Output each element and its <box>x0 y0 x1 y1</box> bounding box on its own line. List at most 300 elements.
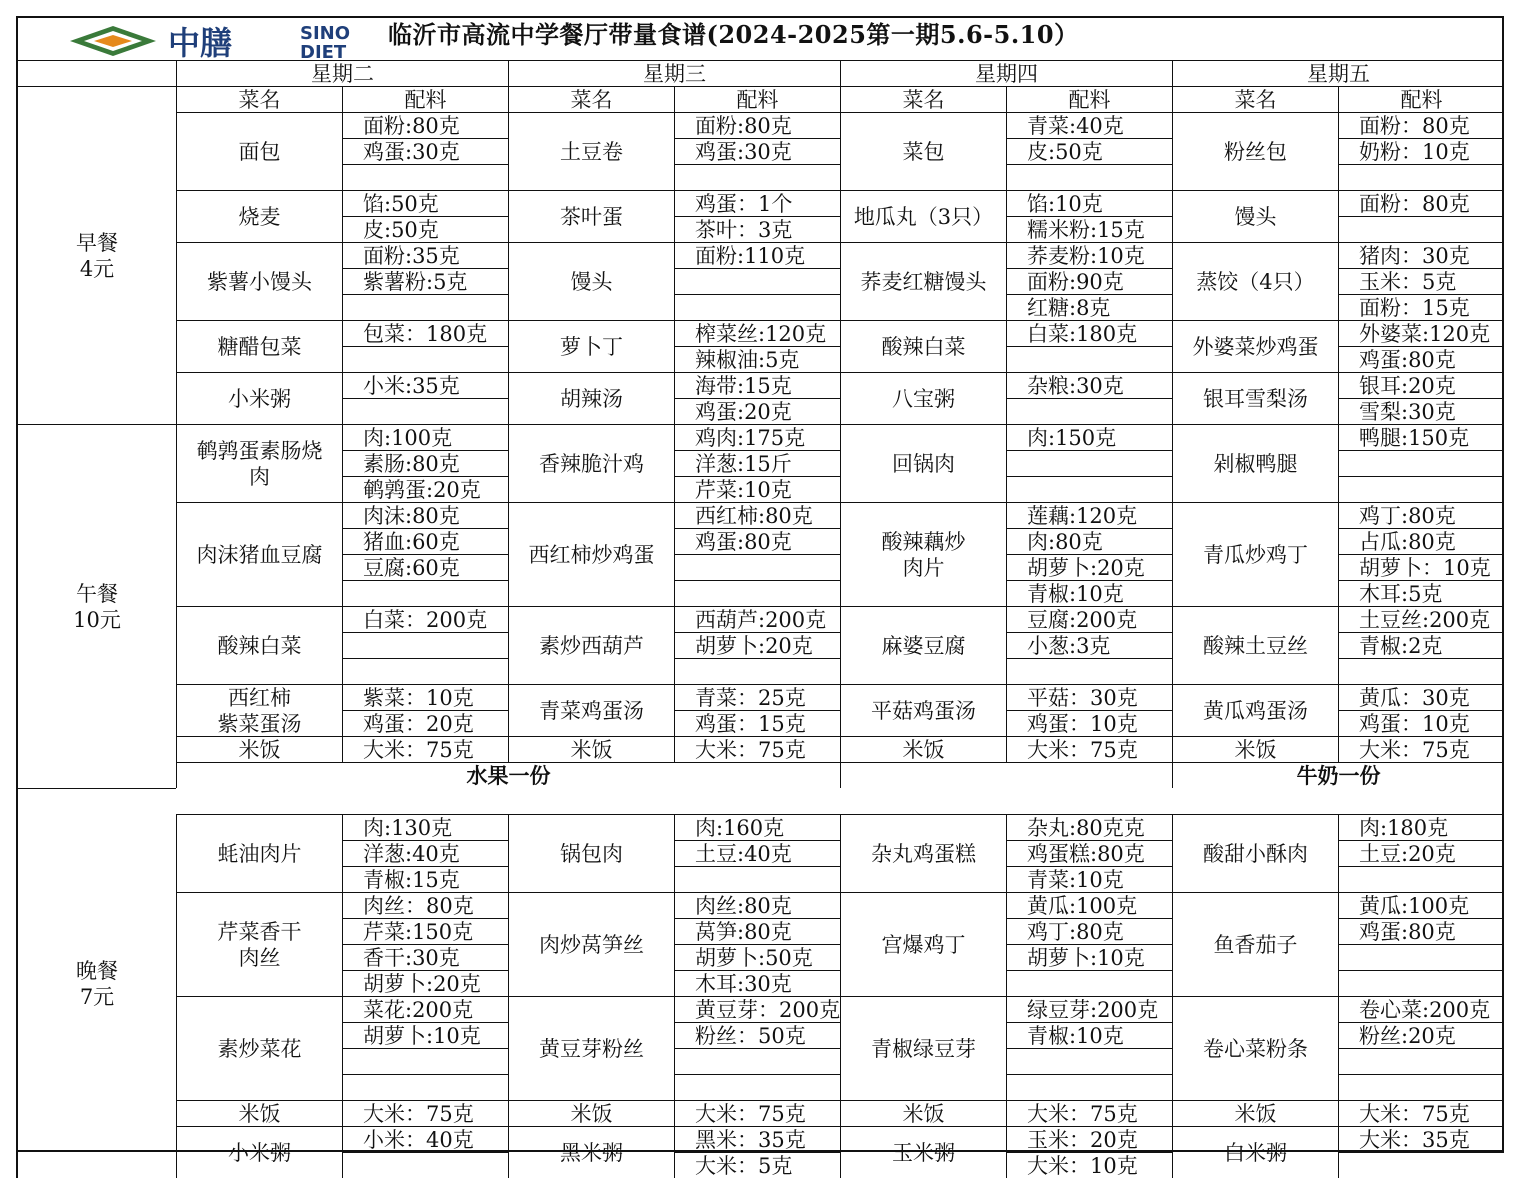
ingredient-text: 土豆:40克 <box>695 841 792 867</box>
ingredient-cell <box>1338 502 1504 528</box>
dish-name-cell <box>508 996 674 1100</box>
ingredient-text: 胡萝卜:20克 <box>1027 555 1145 581</box>
dish-name-cell <box>176 372 342 424</box>
ingredient-cell <box>1338 840 1504 866</box>
ingredient-text: 鸡蛋:80克 <box>1359 919 1456 945</box>
ingredient-text: 土豆:20克 <box>1359 841 1456 867</box>
dish-name-cell <box>840 190 1006 242</box>
ingredient-text: 鸡蛋:30克 <box>695 139 792 165</box>
dish-name-cell <box>840 1126 1006 1178</box>
logo-en-bottom: DIET <box>300 42 347 60</box>
ingredient-text: 洋葱:40克 <box>363 841 460 867</box>
ingredient-cell <box>1006 918 1172 944</box>
ingredient-cell <box>674 892 840 918</box>
ingredient-cell <box>674 840 840 866</box>
dish-name: 粉丝包 <box>1224 139 1287 165</box>
ingredient-text: 肉:130克 <box>363 815 452 841</box>
ingredient-cell <box>342 528 508 554</box>
ingredient-cell <box>342 736 508 762</box>
ingredient-text: 面粉:80克 <box>363 113 460 139</box>
dish-name-cell <box>176 606 342 684</box>
ingredient-text: 榨菜丝:120克 <box>695 321 826 347</box>
ingredient-text: 胡萝卜:10克 <box>1027 945 1145 971</box>
ingredient-cell <box>342 476 508 502</box>
dish-name: 土豆卷 <box>560 139 623 165</box>
ingredient-cell <box>1006 684 1172 710</box>
col-header-ingredients <box>1338 86 1504 112</box>
ingredient-text: 莲藕:120克 <box>1027 503 1137 529</box>
ingredient-cell <box>1006 944 1172 970</box>
ingredient-cell <box>674 346 840 372</box>
ingredient-cell <box>1006 1048 1172 1074</box>
ingredient-text: 面粉:35克 <box>363 243 460 269</box>
ingredient-text: 豆腐:200克 <box>1027 607 1137 633</box>
ingredient-cell <box>342 164 508 190</box>
menu-table <box>16 16 1504 1152</box>
ingredient-cell <box>1338 1074 1504 1100</box>
ingredient-text: 香干:30克 <box>363 945 460 971</box>
dish-name-cell <box>176 684 342 736</box>
ingredient-text: 小葱:3克 <box>1027 633 1110 659</box>
extra-milk-label: 牛奶一份 <box>1297 763 1381 789</box>
col-header-dish <box>840 86 1006 112</box>
ingredient-cell <box>674 736 840 762</box>
extra-fruit-label: 水果一份 <box>467 763 551 789</box>
ingredient-text: 鸡肉:175克 <box>695 425 805 451</box>
ingredient-cell <box>1006 502 1172 528</box>
ingredient-cell <box>1338 736 1504 762</box>
dish-name-cell <box>1172 502 1338 606</box>
dish-name-cell <box>840 1100 1006 1126</box>
sino-diet-logo <box>68 22 388 60</box>
dish-name: 米饭 <box>571 1101 613 1127</box>
dish-name: 酸甜小酥肉 <box>1203 841 1308 867</box>
ingredient-text: 皮:50克 <box>363 217 439 243</box>
ingredient-text: 平菇：30克 <box>1027 685 1138 711</box>
col-label-dish: 菜名 <box>239 87 281 113</box>
ingredient-cell <box>674 476 840 502</box>
ingredient-cell <box>1338 658 1504 684</box>
dish-name: 鱼香茄子 <box>1214 932 1298 958</box>
ingredient-cell <box>342 606 508 632</box>
ingredient-cell <box>1338 918 1504 944</box>
col-header-ingredients <box>1006 86 1172 112</box>
ingredient-cell <box>674 294 840 320</box>
dish-name-cell <box>1172 892 1338 996</box>
dish-name-cell <box>1172 736 1338 762</box>
ingredient-text: 馅:50克 <box>363 191 439 217</box>
ingredient-cell <box>1006 606 1172 632</box>
ingredient-text: 紫菜：10克 <box>363 685 474 711</box>
ingredient-text: 肉:80克 <box>1027 529 1103 555</box>
ingredient-text: 大米：75克 <box>363 737 474 763</box>
dish-name-cell <box>1172 1100 1338 1126</box>
ingredient-text: 鸡丁:80克 <box>1027 919 1124 945</box>
ingredient-text: 粉丝:20克 <box>1359 1023 1456 1049</box>
dish-name: 馒头 <box>1235 204 1277 230</box>
ingredient-text: 素肠:80克 <box>363 451 460 477</box>
dish-name-cell <box>508 424 674 502</box>
ingredient-text: 绿豆芽:200克 <box>1027 997 1158 1023</box>
ingredient-cell <box>1006 580 1172 606</box>
ingredient-cell <box>1338 528 1504 554</box>
day-header <box>508 60 840 86</box>
ingredient-cell <box>1006 320 1172 346</box>
ingredient-cell <box>674 216 840 242</box>
ingredient-cell <box>1338 294 1504 320</box>
dish-name: 黄瓜鸡蛋汤 <box>1203 698 1308 724</box>
title-bar <box>16 16 1504 60</box>
ingredient-cell <box>674 606 840 632</box>
dish-name-cell <box>1172 814 1338 892</box>
ingredient-cell <box>1338 476 1504 502</box>
ingredient-text: 黄瓜:100克 <box>1359 893 1469 919</box>
ingredient-cell <box>674 320 840 346</box>
ingredient-cell <box>342 1152 508 1178</box>
dish-name: 萝卜丁 <box>560 334 623 360</box>
dish-name-cell <box>1172 242 1338 320</box>
ingredient-text: 鸡蛋:30克 <box>363 139 460 165</box>
dish-name-cell <box>508 606 674 684</box>
dish-name: 米饭 <box>239 1101 281 1127</box>
ingredient-cell <box>674 502 840 528</box>
ingredient-text: 白菜:180克 <box>1027 321 1137 347</box>
ingredient-cell <box>674 138 840 164</box>
ingredient-text: 青椒:10克 <box>1027 1023 1124 1049</box>
ingredient-cell <box>1338 944 1504 970</box>
dish-name-cell <box>1172 112 1338 190</box>
ingredient-cell <box>1006 294 1172 320</box>
ingredient-text: 红糖:8克 <box>1027 295 1110 321</box>
dish-name-cell <box>840 814 1006 892</box>
dish-name: 西红柿 <box>228 685 291 711</box>
ingredient-cell <box>1338 424 1504 450</box>
dish-name: 紫薯小馒头 <box>207 269 312 295</box>
col-label-dish: 菜名 <box>1235 87 1277 113</box>
ingredient-cell <box>1338 190 1504 216</box>
ingredient-cell <box>674 684 840 710</box>
ingredient-cell <box>1338 112 1504 138</box>
ingredient-cell <box>674 580 840 606</box>
col-label-dish: 菜名 <box>571 87 613 113</box>
ingredient-cell <box>342 398 508 424</box>
ingredient-cell <box>1338 1152 1504 1178</box>
dish-name: 茶叶蛋 <box>560 204 623 230</box>
ingredient-text: 鸡蛋：15克 <box>695 711 806 737</box>
ingredient-cell <box>342 554 508 580</box>
ingredient-text: 大米：5克 <box>695 1153 792 1178</box>
ingredient-cell <box>1338 242 1504 268</box>
dish-name: 米饭 <box>239 737 281 763</box>
ingredient-cell <box>1006 632 1172 658</box>
ingredient-text: 雪梨:30克 <box>1359 399 1456 425</box>
page-title: 临沂市高流中学餐厅带量食谱(2024-2025第一期5.6-5.10） <box>388 22 1079 48</box>
ingredient-cell <box>674 242 840 268</box>
ingredient-cell <box>674 398 840 424</box>
dish-name-cell <box>508 190 674 242</box>
dish-name-cell <box>1172 1126 1338 1178</box>
ingredient-cell <box>674 970 840 996</box>
dish-name-cell <box>1172 996 1338 1100</box>
ingredient-text: 面粉：80克 <box>1359 191 1470 217</box>
ingredient-cell <box>342 1022 508 1048</box>
dish-name-cell <box>508 242 674 320</box>
day-header <box>840 60 1172 86</box>
ingredient-text: 肉:180克 <box>1359 815 1448 841</box>
ingredient-cell <box>1338 710 1504 736</box>
dish-name-cell <box>840 112 1006 190</box>
dish-name-cell <box>840 996 1006 1100</box>
ingredient-cell <box>1338 1022 1504 1048</box>
ingredient-text: 糯米粉:15克 <box>1027 217 1145 243</box>
dish-name-cell <box>176 320 342 372</box>
ingredient-text: 杂丸:80克克 <box>1027 815 1145 841</box>
ingredient-cell <box>342 710 508 736</box>
ingredient-cell <box>674 528 840 554</box>
ingredient-cell <box>1338 164 1504 190</box>
ingredient-cell <box>342 138 508 164</box>
ingredient-cell <box>1006 424 1172 450</box>
ingredient-text: 黄豆芽：200克 <box>695 997 840 1023</box>
ingredient-cell <box>342 892 508 918</box>
ingredient-cell <box>674 554 840 580</box>
dish-name: 鹌鹑蛋素肠烧 <box>197 438 323 464</box>
dish-name-cell <box>840 892 1006 996</box>
dish-name: 荞麦红糖馒头 <box>861 269 987 295</box>
ingredient-cell <box>1338 268 1504 294</box>
meal-label <box>16 86 176 424</box>
ingredient-cell <box>674 1022 840 1048</box>
ingredient-text: 豆腐:60克 <box>363 555 460 581</box>
ingredient-text: 胡萝卜:20克 <box>695 633 813 659</box>
ingredient-cell <box>342 112 508 138</box>
dish-name: 素炒菜花 <box>218 1036 302 1062</box>
ingredient-cell <box>674 450 840 476</box>
dish-name-cell <box>508 1100 674 1126</box>
ingredient-text: 大米：75克 <box>695 1101 806 1127</box>
ingredient-text: 肉:160克 <box>695 815 784 841</box>
dish-name-cell <box>1172 372 1338 424</box>
ingredient-text: 卷心菜:200克 <box>1359 997 1490 1023</box>
dish-name: 锅包肉 <box>560 841 623 867</box>
dish-name: 小米粥 <box>228 386 291 412</box>
logo-en-top: SINO <box>300 23 350 44</box>
ingredient-text: 鸡蛋:80克 <box>695 529 792 555</box>
ingredient-cell <box>342 294 508 320</box>
ingredient-cell <box>1338 1126 1504 1152</box>
dish-name: 米饭 <box>1235 737 1277 763</box>
ingredient-cell <box>1338 138 1504 164</box>
ingredient-cell <box>674 112 840 138</box>
ingredient-text: 猪血:60克 <box>363 529 460 555</box>
logo-cn-text: 中膳 <box>168 24 232 60</box>
ingredient-cell <box>1006 970 1172 996</box>
dish-name-cell <box>176 1100 342 1126</box>
dish-name-cell <box>1172 684 1338 736</box>
ingredient-cell <box>342 580 508 606</box>
dish-name: 卷心菜粉条 <box>1203 1036 1308 1062</box>
ingredient-cell <box>1006 398 1172 424</box>
dish-name-cell <box>840 606 1006 684</box>
ingredient-cell <box>1006 1100 1172 1126</box>
ingredient-text: 鸭腿:150克 <box>1359 425 1469 451</box>
day-header <box>176 60 508 86</box>
ingredient-text: 玉米：20克 <box>1027 1127 1138 1153</box>
dish-name: 米饭 <box>903 1101 945 1127</box>
dish-name-cell <box>508 684 674 736</box>
col-label-ingredients: 配料 <box>737 87 779 113</box>
dish-name: 青菜鸡蛋汤 <box>539 698 644 724</box>
ingredient-cell <box>1006 346 1172 372</box>
ingredient-text: 肉:100克 <box>363 425 452 451</box>
dish-name-cell <box>840 736 1006 762</box>
dish-name: 蚝油肉片 <box>218 841 302 867</box>
ingredient-cell <box>1338 216 1504 242</box>
ingredient-cell <box>1338 684 1504 710</box>
ingredient-cell <box>1006 476 1172 502</box>
ingredient-text: 杂粮:30克 <box>1027 373 1124 399</box>
dish-name-cell <box>176 502 342 606</box>
dish-name-cell <box>1172 320 1338 372</box>
ingredient-text: 胡萝卜:10克 <box>363 1023 481 1049</box>
ingredient-cell <box>674 996 840 1022</box>
dish-name-cell <box>508 112 674 190</box>
dish-name: 黑米粥 <box>560 1140 623 1166</box>
ingredient-cell <box>674 268 840 294</box>
col-header-ingredients <box>342 86 508 112</box>
ingredient-text: 白菜：200克 <box>363 607 487 633</box>
ingredient-text: 肉:150克 <box>1027 425 1116 451</box>
dish-name-cell <box>1172 190 1338 242</box>
ingredient-cell <box>1006 450 1172 476</box>
dish-name-cell <box>176 892 342 996</box>
dish-name: 米饭 <box>1235 1101 1277 1127</box>
ingredient-cell <box>674 1152 840 1178</box>
ingredient-cell <box>1006 242 1172 268</box>
ingredient-cell <box>674 918 840 944</box>
dish-name-cell <box>840 502 1006 606</box>
dish-name-cell <box>840 320 1006 372</box>
dish-name-cell <box>508 736 674 762</box>
ingredient-text: 西红柿:80克 <box>695 503 813 529</box>
ingredient-cell <box>342 1126 508 1152</box>
ingredient-text: 鸡蛋:20克 <box>695 399 792 425</box>
dish-name: 肉丝 <box>239 945 281 971</box>
ingredient-text: 荞麦粉:10克 <box>1027 243 1145 269</box>
ingredient-text: 土豆丝:200克 <box>1359 607 1490 633</box>
dish-name: 胡辣汤 <box>560 386 623 412</box>
ingredient-cell <box>1338 580 1504 606</box>
ingredient-cell <box>674 190 840 216</box>
ingredient-text: 大米：10克 <box>1027 1153 1138 1178</box>
dish-name-cell <box>508 814 674 892</box>
ingredient-text: 大米：75克 <box>695 737 806 763</box>
ingredient-text: 鹌鹑蛋:20克 <box>363 477 481 503</box>
meal-name: 早餐 <box>76 230 118 256</box>
ingredient-cell <box>1006 216 1172 242</box>
ingredient-text: 面粉:110克 <box>695 243 805 269</box>
ingredient-text: 银耳:20克 <box>1359 373 1456 399</box>
ingredient-cell <box>1338 1100 1504 1126</box>
dish-name: 芹菜香干 <box>218 919 302 945</box>
dish-name-cell <box>176 424 342 502</box>
ingredient-cell <box>342 684 508 710</box>
dish-name-cell <box>508 1126 674 1178</box>
ingredient-cell <box>342 1100 508 1126</box>
dish-name: 青瓜炒鸡丁 <box>1203 542 1308 568</box>
ingredient-cell <box>342 320 508 346</box>
dish-name: 地瓜丸（3只） <box>854 204 993 230</box>
dish-name-cell <box>508 502 674 606</box>
col-header-ingredients <box>674 86 840 112</box>
dish-name-cell <box>176 242 342 320</box>
ingredient-cell <box>674 1048 840 1074</box>
ingredient-text: 小米：40克 <box>363 1127 474 1153</box>
ingredient-text: 胡萝卜:20克 <box>363 971 481 997</box>
dish-name: 银耳雪梨汤 <box>1203 386 1308 412</box>
col-header-dish <box>176 86 342 112</box>
ingredient-cell <box>1338 554 1504 580</box>
dish-name-cell <box>508 892 674 996</box>
dish-name: 肉沫猪血豆腐 <box>197 542 323 568</box>
dish-name: 外婆菜炒鸡蛋 <box>1193 334 1319 360</box>
dish-name: 酸辣白菜 <box>218 633 302 659</box>
ingredient-text: 胡萝卜:50克 <box>695 945 813 971</box>
ingredient-cell <box>1006 138 1172 164</box>
ingredient-text: 鸡蛋：20克 <box>363 711 474 737</box>
ingredient-text: 猪肉：30克 <box>1359 243 1470 269</box>
ingredient-cell <box>1006 892 1172 918</box>
day-label: 星期五 <box>1307 61 1370 87</box>
ingredient-cell <box>1006 190 1172 216</box>
dish-name: 白米粥 <box>1224 1140 1287 1166</box>
ingredient-text: 面粉:90克 <box>1027 269 1124 295</box>
dish-name: 面包 <box>239 139 281 165</box>
ingredient-text: 面粉:80克 <box>695 113 792 139</box>
ingredient-cell <box>1006 840 1172 866</box>
ingredient-cell <box>342 840 508 866</box>
dish-name-cell <box>176 814 342 892</box>
ingredient-text: 芹菜:10克 <box>695 477 792 503</box>
ingredient-cell <box>674 1074 840 1100</box>
ingredient-cell <box>1338 866 1504 892</box>
dish-name: 玉米粥 <box>892 1140 955 1166</box>
ingredient-cell <box>342 242 508 268</box>
col-header-dish <box>1172 86 1338 112</box>
ingredient-cell <box>342 268 508 294</box>
ingredient-text: 奶粉：10克 <box>1359 139 1470 165</box>
ingredient-cell <box>674 1126 840 1152</box>
dish-name-cell <box>840 424 1006 502</box>
dish-name-cell <box>508 320 674 372</box>
ingredient-text: 大米：75克 <box>1359 1101 1470 1127</box>
ingredient-cell <box>342 450 508 476</box>
ingredient-cell <box>1006 996 1172 1022</box>
ingredient-cell <box>342 814 508 840</box>
ingredient-cell <box>674 866 840 892</box>
ingredient-cell <box>674 372 840 398</box>
ingredient-text: 面粉：15克 <box>1359 295 1470 321</box>
ingredient-cell <box>674 814 840 840</box>
dish-name-cell <box>176 112 342 190</box>
ingredient-cell <box>342 970 508 996</box>
ingredient-cell <box>342 216 508 242</box>
dish-name: 西红柿炒鸡蛋 <box>529 542 655 568</box>
dish-name: 小米粥 <box>228 1140 291 1166</box>
meal-price: 4元 <box>80 256 114 282</box>
ingredient-text: 青椒:10克 <box>1027 581 1124 607</box>
ingredient-cell <box>1006 112 1172 138</box>
